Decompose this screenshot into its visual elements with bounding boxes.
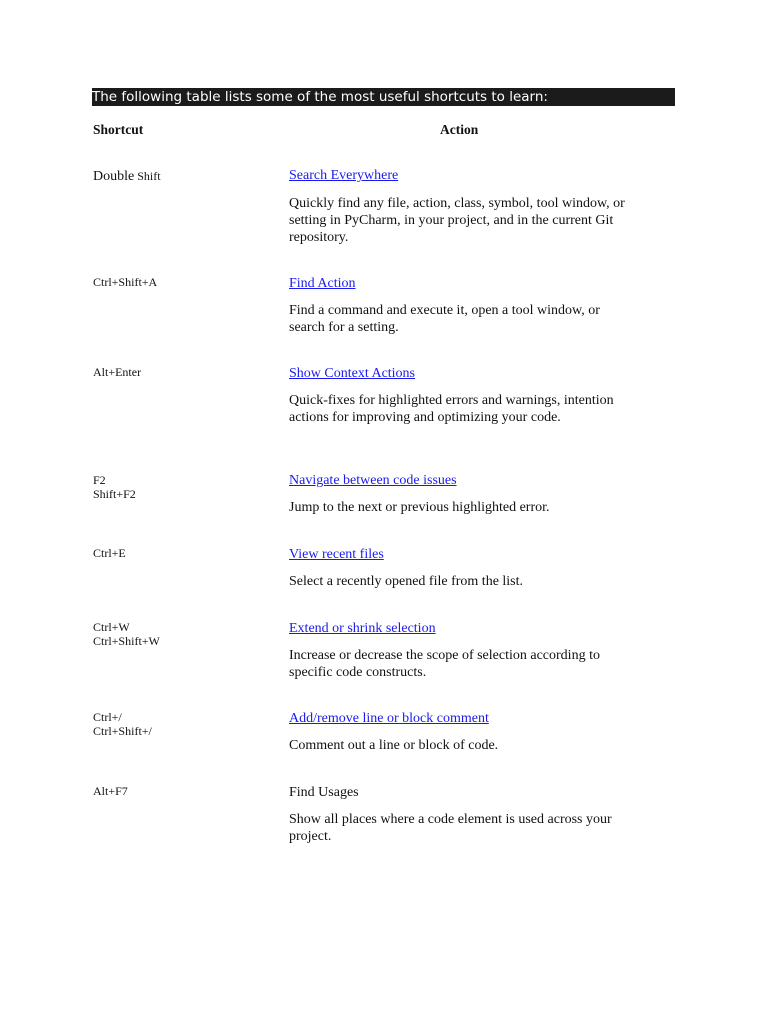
shortcut-key: Alt+Enter: [93, 365, 142, 379]
shortcut-keys: [93, 620, 160, 648]
action-description: Show all places where a code element is used across your project.: [289, 812, 612, 844]
action-link-navigate-code-issues[interactable]: Navigate between code issues: [289, 473, 457, 488]
shortcut-key: Ctrl+Shift+W: [93, 634, 160, 648]
shortcut-keys: [93, 365, 141, 379]
action-link-search-everywhere[interactable]: Search Everywhere: [289, 168, 399, 183]
action-link-add-remove-comment[interactable]: Add/remove line or block comment: [289, 711, 489, 726]
shortcut-key: Ctrl+/: [93, 710, 122, 724]
shortcut-key: Ctrl+Shift+A: [93, 275, 158, 289]
intro-banner: The following table lists some of the most useful shortcuts to learn:: [92, 88, 675, 106]
action-description: Quickly find any file, action, class, symbol, tool window, or setting in PyCharm, in your project, and in the current Git repository.: [289, 196, 625, 245]
shortcut-keys: [93, 473, 136, 501]
shortcut-keys: [93, 169, 161, 184]
shortcut-key: Double: [93, 169, 135, 184]
action-description: Quick-fixes for highlighted errors and warnings, intention actions for improving and optimizing your code.: [289, 393, 614, 425]
shortcut-key: Shift: [137, 169, 161, 183]
shortcut-key: Ctrl+Shift+/: [93, 724, 152, 738]
action-link-extend-shrink-selection[interactable]: Extend or shrink selection: [289, 621, 436, 636]
shortcut-key: Ctrl+E: [93, 546, 126, 560]
shortcut-keys: [93, 275, 157, 289]
action-link-find-action[interactable]: Find Action: [289, 276, 356, 291]
action-link-show-context-actions[interactable]: Show Context Actions: [289, 366, 416, 381]
shortcut-keys: [93, 546, 126, 560]
shortcut-column-header: Shortcut: [93, 122, 144, 137]
action-description: Jump to the next or previous highlighted error.: [289, 500, 550, 515]
action-description: Comment out a line or block of code.: [289, 738, 499, 753]
shortcut-keys: [93, 710, 152, 738]
shortcut-key: F2: [93, 473, 106, 487]
action-column-header: Action: [440, 122, 479, 137]
action-description: Select a recently opened file from the list.: [289, 574, 524, 589]
shortcut-keys: [93, 784, 128, 798]
action-description: Increase or decrease the scope of selection according to specific code constructs.: [289, 648, 600, 680]
action-link-view-recent-files[interactable]: View recent files: [289, 547, 384, 562]
action-title-find-usages: Find Usages: [289, 785, 359, 800]
shortcut-key: Shift+F2: [93, 487, 136, 501]
shortcut-key: Ctrl+W: [93, 620, 130, 634]
shortcut-key: Alt+F7: [93, 784, 128, 798]
action-description: Find a command and execute it, open a tool window, or search for a setting.: [289, 303, 600, 335]
